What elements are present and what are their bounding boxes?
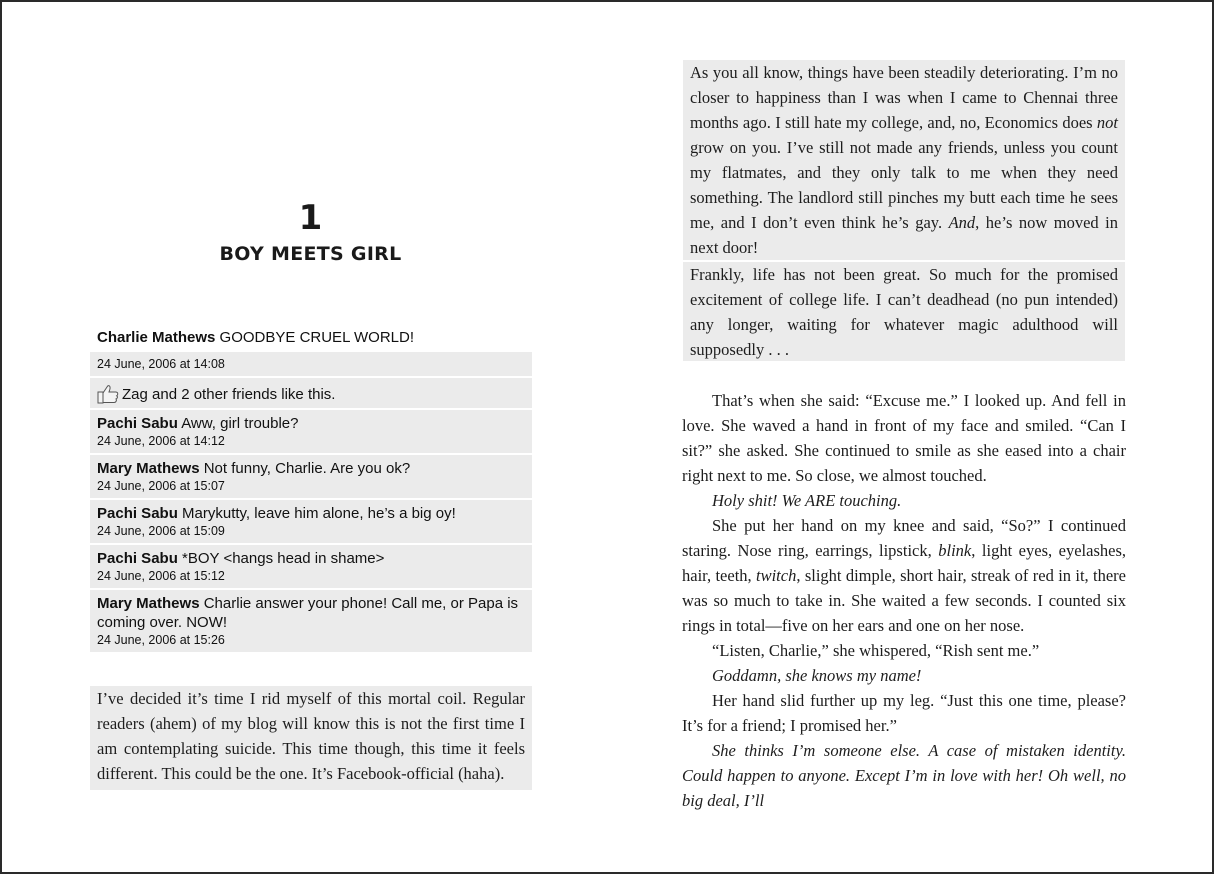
chapter-title: BOY MEETS GIRL bbox=[219, 243, 402, 265]
comment-row bbox=[90, 545, 532, 590]
status-author: Charlie Mathews bbox=[97, 329, 216, 346]
comment-date: 24 June, 2006 at 15:07 bbox=[97, 479, 225, 493]
status-date: 24 June, 2006 at 14:08 bbox=[97, 357, 225, 371]
comment-date: 24 June, 2006 at 15:26 bbox=[97, 633, 225, 647]
thumbs-up-icon bbox=[97, 384, 119, 404]
blog-excerpt-1 bbox=[683, 60, 1125, 260]
comment-author: Pachi Sabu bbox=[97, 550, 178, 567]
comment-author: Pachi Sabu bbox=[97, 505, 178, 522]
paragraph-text: , slight dimple, short hair, streak of red in it, there was so much to take in. She waited a few seconds. I counted six rings in total—five on her ears and one on her nose. bbox=[682, 566, 1126, 635]
comment-text: Aww, girl trouble? bbox=[181, 415, 299, 432]
comment-text: *BOY <hangs head in shame> bbox=[182, 550, 385, 567]
comment-text: Not funny, Charlie. Are you ok? bbox=[203, 460, 411, 477]
comment-row bbox=[90, 455, 532, 500]
status-date-row bbox=[90, 352, 532, 378]
blog-text: grow on you. I’ve still not made any friends, unless you count my flatmates, and they only talk to me when they need something. The landlord still pinches my butt each time he sees me, and I don’t even think he’s gay. bbox=[690, 138, 1118, 232]
comment-row bbox=[90, 500, 532, 545]
blog-emphasis: not bbox=[1096, 113, 1118, 132]
comment-date: 24 June, 2006 at 15:12 bbox=[97, 569, 225, 583]
status-update bbox=[90, 326, 532, 352]
paragraph-emphasis: twitch bbox=[756, 566, 797, 585]
blog-emphasis: And bbox=[948, 213, 976, 232]
status-text: GOODBYE CRUEL WORLD! bbox=[219, 329, 415, 346]
paragraph: “Listen, Charlie,” she whispered, “Rish sent me.” bbox=[712, 641, 1040, 660]
comment-date: 24 June, 2006 at 15:09 bbox=[97, 524, 225, 538]
paragraph-thought: Goddamn, she knows my name! bbox=[712, 666, 922, 685]
comment-date: 24 June, 2006 at 14:12 bbox=[97, 434, 225, 448]
paragraph bbox=[682, 513, 1126, 638]
blog-excerpt-2: Frankly, life has not been great. So much for the promised excitement of college life. I can’t deadhead (no pun intended) any longer, waiting for whatever magic adulthood will supposedly . . . bbox=[683, 262, 1125, 361]
narrative-text bbox=[682, 388, 1126, 813]
comment-text: Charlie answer your phone! Call me, or Papa is coming over. NOW! bbox=[97, 595, 519, 631]
paragraph: That’s when she said: “Excuse me.” I looked up. And fell in love. She waved a hand in front of my face and smiled. “Can I sit?” she asked. She continued to smile as she eased into a chair right next to me. So close, we almost touched. bbox=[682, 391, 1126, 485]
comment-author: Pachi Sabu bbox=[97, 415, 178, 432]
blog-excerpt-left: I’ve decided it’s time I rid myself of this mortal coil. Regular readers (ahem) of my blog will know this is not the first time I am contemplating suicide. This time though, this time it feels different. This could be the one. It’s Facebook-official (haha). bbox=[90, 686, 532, 790]
comment-author: Mary Mathews bbox=[97, 460, 200, 477]
blog-text: As you all know, things have been steadily deteriorating. I’m no closer to happiness than I was when I came to Chennai three months ago. I still hate my college, and, no, Economics does bbox=[690, 63, 1118, 132]
facebook-post bbox=[90, 326, 532, 654]
paragraph-emphasis: blink bbox=[938, 541, 972, 560]
comment-author: Mary Mathews bbox=[97, 595, 200, 612]
paragraph-text: She put her hand on my knee and said, “So?” I continued staring. Nose ring, earrings, lipstick, bbox=[682, 516, 1126, 560]
blog-text: , he’s now moved in next door! bbox=[690, 213, 1118, 257]
like-row bbox=[90, 378, 532, 410]
paragraph-thought: Holy shit! We ARE touching. bbox=[712, 491, 902, 510]
comment-text: Marykutty, leave him alone, he’s a big oy! bbox=[182, 505, 456, 522]
paragraph-text: , light eyes, eyelashes, hair, teeth, bbox=[682, 541, 1126, 585]
paragraph-thought: She thinks I’m someone else. A case of mistaken identity. Could happen to anyone. Except I’m in love with her! Oh well, no big deal, I’ll bbox=[682, 741, 1126, 810]
paragraph: Her hand slid further up my leg. “Just this one time, please? It’s for a friend; I promised her.” bbox=[682, 691, 1126, 735]
comment-row bbox=[90, 590, 532, 654]
like-text: Zag and 2 other friends like this. bbox=[122, 385, 336, 403]
comment-row bbox=[90, 410, 532, 455]
chapter-number: 1 bbox=[298, 198, 323, 238]
